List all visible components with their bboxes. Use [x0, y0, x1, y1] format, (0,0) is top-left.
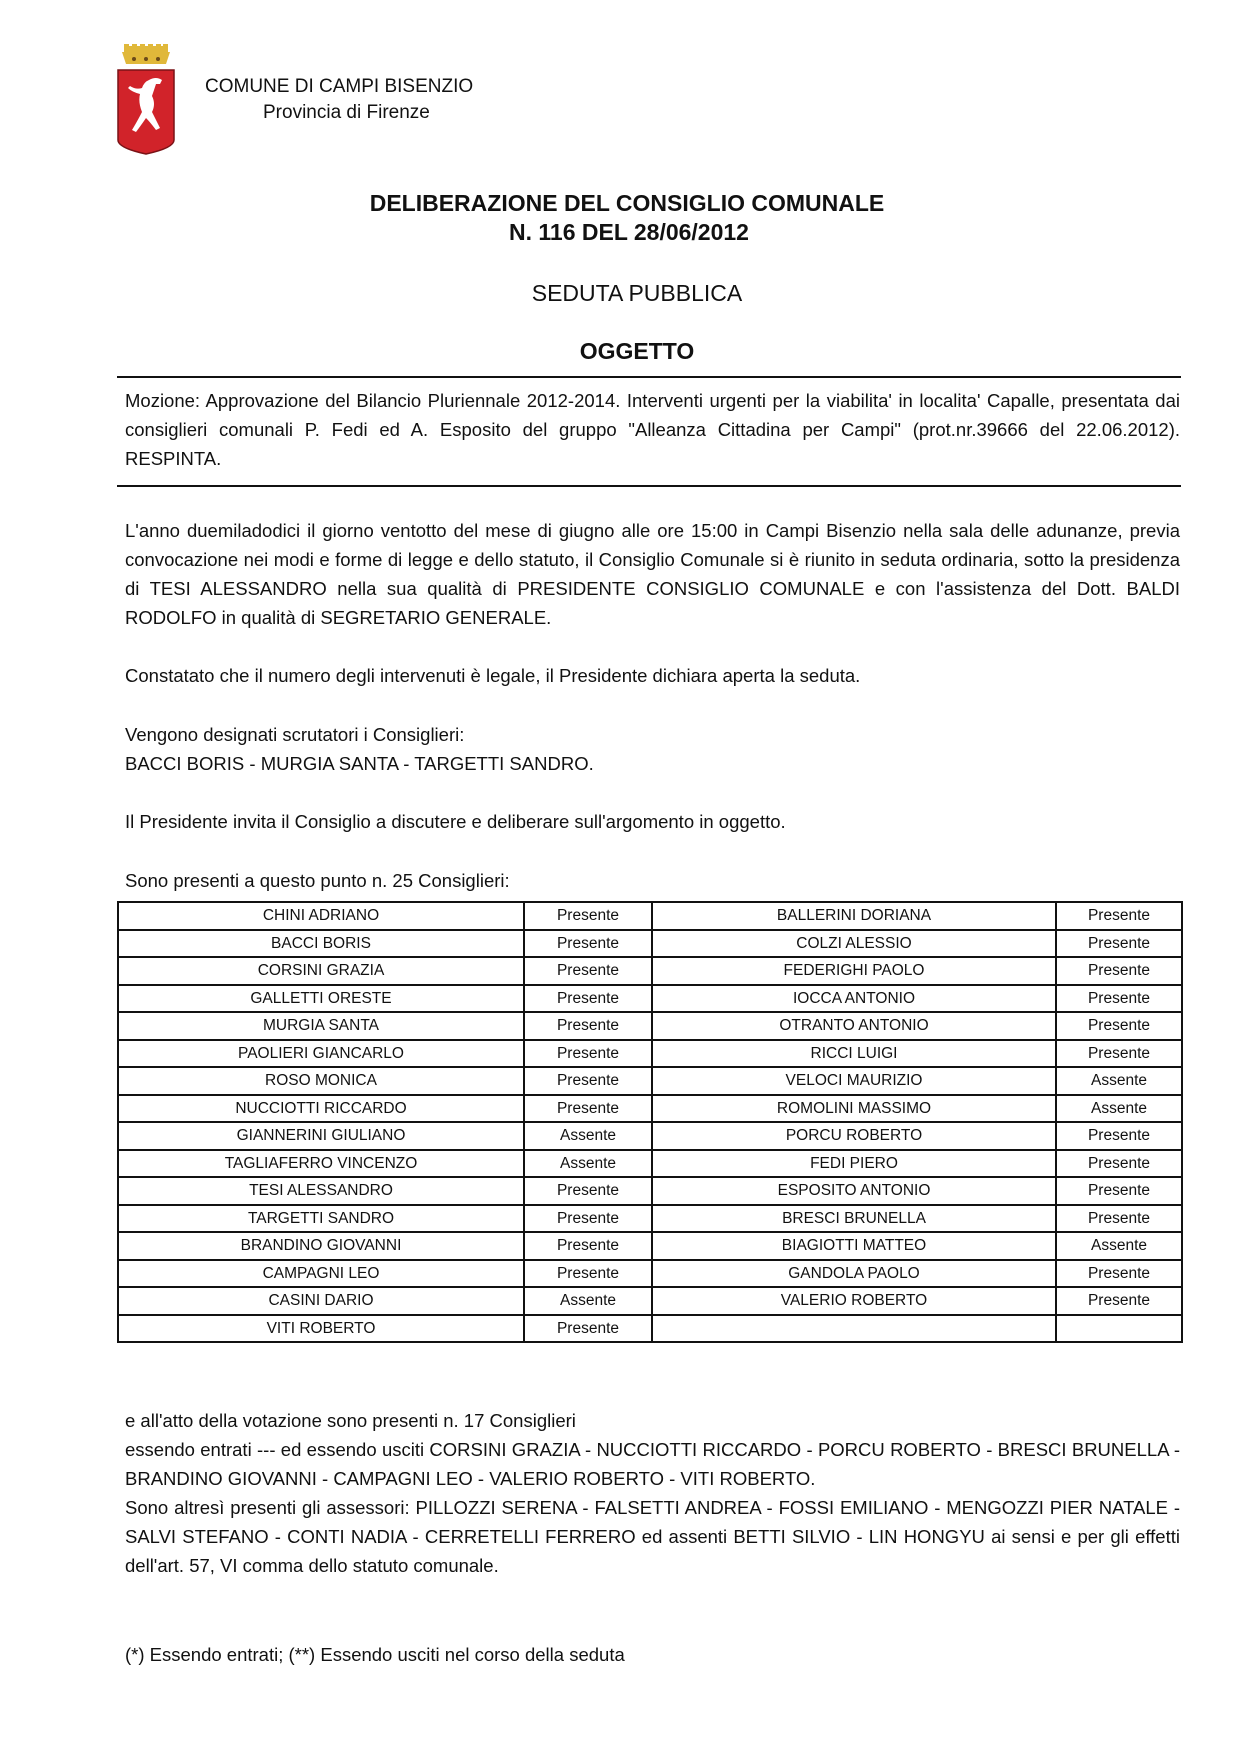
attendance-status: Assente	[1056, 1232, 1182, 1260]
voting-movements	[125, 1435, 1180, 1493]
councillor-name: OTRANTO ANTONIO	[652, 1012, 1056, 1040]
councillor-name: BACCI BORIS	[118, 930, 524, 958]
councillor-name: BRANDINO GIOVANNI	[118, 1232, 524, 1260]
attendance-status: Presente	[524, 902, 652, 930]
present-intro-text	[125, 866, 1180, 895]
attendance-status: Assente	[524, 1287, 652, 1315]
councillor-name: FEDERIGHI PAOLO	[652, 957, 1056, 985]
councillor-name: BALLERINI DORIANA	[652, 902, 1056, 930]
table-row	[118, 930, 1182, 958]
footnote: (*) Essendo entrati; (**) Essendo usciti nel corso della seduta	[125, 1644, 625, 1665]
session-type: SEDUTA PUBBLICA	[531, 280, 743, 306]
table-row	[118, 1012, 1182, 1040]
attendance-status: Presente	[1056, 1177, 1182, 1205]
councillor-name: ESPOSITO ANTONIO	[652, 1177, 1056, 1205]
attendance-status: Presente	[524, 1260, 652, 1288]
table-row	[118, 1232, 1182, 1260]
councillor-name: PORCU ROBERTO	[652, 1122, 1056, 1150]
table-row	[118, 902, 1182, 930]
councillor-name: COLZI ALESSIO	[652, 930, 1056, 958]
councillor-name: IOCCA ANTONIO	[652, 985, 1056, 1013]
table-row	[118, 1260, 1182, 1288]
invitation-paragraph: Il Presidente invita il Consiglio a discutere e deliberare sull'argomento in oggetto.	[125, 811, 786, 832]
councillor-name: GALLETTI ORESTE	[118, 985, 524, 1013]
table-row	[118, 985, 1182, 1013]
councillor-name: FEDI PIERO	[652, 1150, 1056, 1178]
organization-name: COMUNE DI CAMPI BISENZIO	[205, 76, 474, 97]
councillor-name: TESI ALESSANDRO	[118, 1177, 524, 1205]
table-row	[118, 1177, 1182, 1205]
councillor-name: ROSO MONICA	[118, 1067, 524, 1095]
attendance-status: Presente	[1056, 1205, 1182, 1233]
councillor-name: RICCI LUIGI	[652, 1040, 1056, 1068]
attendance-status: Presente	[1056, 1040, 1182, 1068]
attendance-status: Presente	[524, 1177, 652, 1205]
councillor-name: BRESCI BRUNELLA	[652, 1205, 1056, 1233]
attendance-status: Assente	[1056, 1095, 1182, 1123]
table-row	[118, 1067, 1182, 1095]
attendance-status: Assente	[524, 1150, 652, 1178]
opening-paragraph: L'anno duemiladodici il giorno ventotto del mese di giugno alle ore 15:00 in Campi Bisenzio nella sala delle adunanze, previa convocazione nei modi e forme di legge e dello statuto, il Consiglio Comunale si è riunito in seduta ordinaria, sotto la presidenza di TESI ALESSANDRO nella sua qualità di PRESIDENTE CONSIGLIO COMUNALE e con l'assistenza del Dott. BALDI RODOLFO in qualità di SEGRETARIO GENERALE.	[125, 520, 1180, 628]
councillor-name: CORSINI GRAZIA	[118, 957, 524, 985]
attendance-status: Presente	[1056, 985, 1182, 1013]
scrutineers-section	[125, 720, 1180, 778]
present-intro: Sono presenti a questo punto n. 25 Consiglieri:	[125, 870, 510, 891]
councillor-name	[652, 1315, 1056, 1343]
divider-top	[117, 376, 1181, 378]
table-row	[118, 1095, 1182, 1123]
divider-bottom	[117, 485, 1181, 487]
opening-text	[125, 516, 1180, 632]
attendance-status: Assente	[1056, 1067, 1182, 1095]
attendance-status: Presente	[524, 985, 652, 1013]
voting-line	[125, 1406, 1180, 1435]
quorum-text	[125, 661, 1180, 690]
table-row	[118, 1287, 1182, 1315]
attendance-table	[117, 901, 1183, 1343]
voting-count: e all'atto della votazione sono presenti n. 17 Consiglieri	[125, 1410, 576, 1431]
councillor-name: BIAGIOTTI MATTEO	[652, 1232, 1056, 1260]
attendance-status: Presente	[1056, 902, 1182, 930]
attendance-status: Presente	[1056, 1122, 1182, 1150]
province-name: Provincia di Firenze	[263, 102, 430, 123]
attendance-status: Presente	[524, 1012, 652, 1040]
table-row	[118, 1150, 1182, 1178]
councillor-name: PAOLIERI GIANCARLO	[118, 1040, 524, 1068]
councillor-name: GIANNERINI GIULIANO	[118, 1122, 524, 1150]
councillor-name: VALERIO ROBERTO	[652, 1287, 1056, 1315]
subject-paragraph: Mozione: Approvazione del Bilancio Pluriennale 2012-2014. Interventi urgenti per la viabilita' in localita' Capalle, presentata dai consiglieri comunali P. Fedi ed A. Esposito del gruppo "Alleanza Cittadina per Campi" (prot.nr.39666 del 22.06.2012). RESPINTA.	[125, 390, 1180, 469]
attendance-status: Presente	[1056, 957, 1182, 985]
attendance-status: Presente	[1056, 1260, 1182, 1288]
subject-text	[125, 386, 1180, 473]
attendance-status: Presente	[1056, 1287, 1182, 1315]
councillor-name: NUCCIOTTI RICCARDO	[118, 1095, 524, 1123]
attendance-status: Presente	[524, 1315, 652, 1343]
quorum-paragraph: Constatato che il numero degli intervenuti è legale, il Presidente dichiara aperta la seduta.	[125, 665, 861, 686]
attendance-status: Presente	[524, 957, 652, 985]
attendance-status: Presente	[1056, 930, 1182, 958]
scrutineers-list: BACCI BORIS - MURGIA SANTA - TARGETTI SANDRO.	[125, 753, 594, 774]
councillor-name: ROMOLINI MASSIMO	[652, 1095, 1056, 1123]
coat-of-arms-icon	[116, 44, 176, 156]
deliberation-number: N. 116 DEL 28/06/2012	[509, 219, 749, 245]
assessors-paragraph: Sono altresì presenti gli assessori: PILLOZZI SERENA - FALSETTI ANDREA - FOSSI EMILIANO - MENGOZZI PIER NATALE - SALVI STEFANO - CONTI NADIA - CERRETELLI FERRERO ed assenti BETTI SILVIO - LIN HONGYU ai sensi e per gli effetti dell'art. 57, VI comma dello statuto comunale.	[125, 1497, 1180, 1576]
subject-heading: OGGETTO	[579, 338, 695, 364]
invitation-text	[125, 807, 1180, 836]
councillor-name: GANDOLA PAOLO	[652, 1260, 1056, 1288]
attendance-status: Presente	[1056, 1150, 1182, 1178]
table-row	[118, 1122, 1182, 1150]
table-row	[118, 1205, 1182, 1233]
councillor-name: VELOCI MAURIZIO	[652, 1067, 1056, 1095]
table-row	[118, 1315, 1182, 1343]
councillor-name: MURGIA SANTA	[118, 1012, 524, 1040]
councillor-name: TARGETTI SANDRO	[118, 1205, 524, 1233]
attendance-status: Presente	[524, 1067, 652, 1095]
attendance-status: Presente	[524, 1040, 652, 1068]
table-row	[118, 957, 1182, 985]
attendance-status: Assente	[524, 1122, 652, 1150]
councillor-name: VITI ROBERTO	[118, 1315, 524, 1343]
councillor-name: CASINI DARIO	[118, 1287, 524, 1315]
attendance-status: Presente	[524, 1232, 652, 1260]
attendance-status: Presente	[524, 1095, 652, 1123]
document-title: DELIBERAZIONE DEL CONSIGLIO COMUNALE	[369, 190, 885, 216]
attendance-status: Presente	[524, 1205, 652, 1233]
attendance-status: Presente	[1056, 1012, 1182, 1040]
councillor-name: CAMPAGNI LEO	[118, 1260, 524, 1288]
scrutineers-intro: Vengono designati scrutatori i Consiglieri:	[125, 724, 465, 745]
attendance-status: Presente	[524, 930, 652, 958]
councillor-name: CHINI ADRIANO	[118, 902, 524, 930]
table-row	[118, 1040, 1182, 1068]
assessors-text	[125, 1493, 1180, 1580]
councillor-name: TAGLIAFERRO VINCENZO	[118, 1150, 524, 1178]
organization-header	[205, 74, 473, 126]
movements-paragraph: essendo entrati --- ed essendo usciti CORSINI GRAZIA - NUCCIOTTI RICCARDO - PORCU ROBERTO - BRESCI BRUNELLA - BRANDINO GIOVANNI - CAMPAGNI LEO - VALERIO ROBERTO - VITI ROBERTO.	[125, 1439, 1180, 1489]
attendance-status	[1056, 1315, 1182, 1343]
